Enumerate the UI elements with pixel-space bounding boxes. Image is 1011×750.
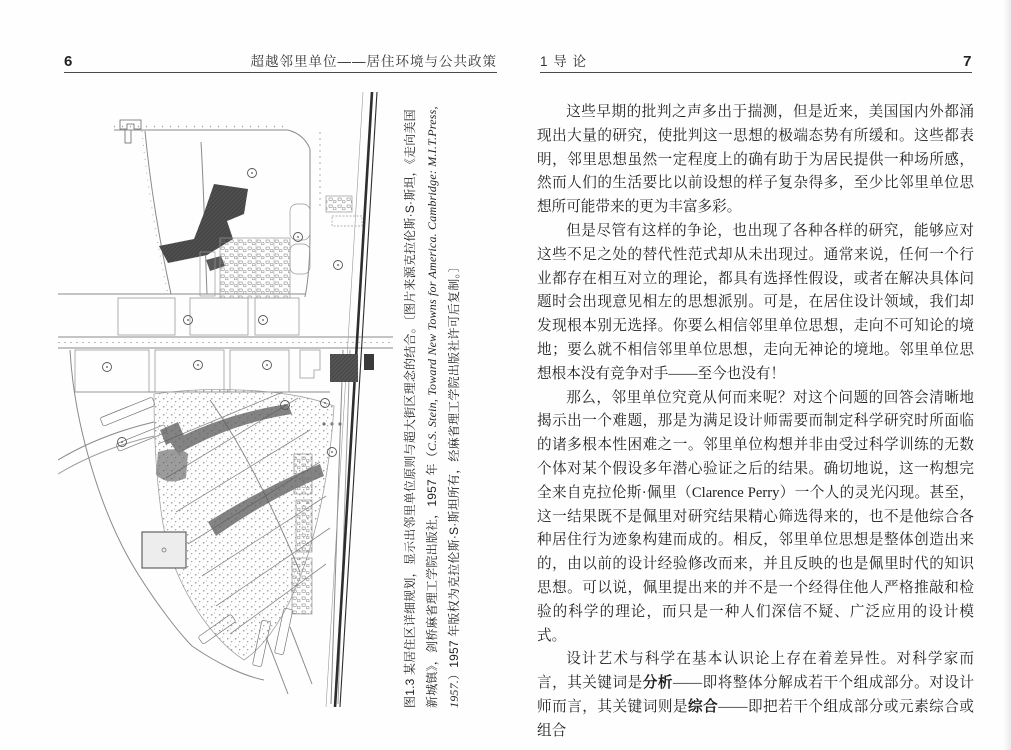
body-paragraph: 这些早期的批判之声多出于揣测，但是近来，美国国内外都涌现出大量的研究，使批判这一思想的极端态势有所缓和。这些都表明，邻里思想虽然一定程度上的确有助于为居民提供一种场所感，然而人们的生活要比以前设想的样子复杂得多，至少比邻里单位思想所可能带来的更为丰富多彩。: [537, 104, 974, 216]
body-paragraph: 那么，邻里单位究竟从何而来呢？对这个问题的回答会清晰地揭示出一个难题，那是为满足设计师需要而制定科学研究时所面临的诸多根本性困难之一。邻里单位构想并非由受过科学训练的无数个体对某个假设多年潜心验证之后的结果。确切地说，这一构想完全来自克拉伦斯·佩里（Clarence Perry）一个人的灵光闪现。甚至，这一结果既不是佩里对研究结果精心筛选得来的，也不是他综合各种居住行为迹象构建而成的。相反，邻里单位思想是整体创造出来的，由以前的设计经验修改而来，并且反映的也是佩里时代的知识思想。可以说，佩里提出来的并不是一个经得住他人严格推敲和检验的科学的理论，而只是一种人们深信不疑、广泛应用的设计模式。: [537, 389, 974, 644]
right-page-number: 7: [963, 53, 972, 70]
scan-edge-shadow: [1003, 0, 1011, 750]
subdivision: [142, 390, 334, 667]
left-page-header: [64, 48, 497, 74]
right-page-header: [540, 48, 972, 74]
keyword-analysis: 分析: [642, 675, 673, 692]
left-running-title: 超越邻里单位——居住环境与公共政策: [250, 54, 497, 69]
paragraph-segment: 设计艺术与科学在基本认识论上存在着差异性。对科学家而言，其关键词是: [537, 651, 974, 692]
figure-caption: [399, 98, 465, 708]
body-paragraph: [537, 648, 974, 743]
site-plan-figure: [58, 92, 393, 707]
keyword-synthesis: 综合: [688, 698, 719, 715]
figure-caption-citation: C.S. Stein, Toward New Towns for America. Cambridge: M.I.T.Press, 1957.: [425, 106, 461, 708]
left-header-rule: [64, 72, 497, 73]
paragraph-segment: ——即把若干个组成部分或元素综合或组合: [537, 698, 974, 739]
figure-caption-credit: ）1957 年版权为克拉伦斯·S·斯坦所有，经麻省理工学院出版社许可后复制。〕: [447, 260, 461, 680]
body-paragraph: 但是尽管有这样的争论，也出现了各种各样的研究，能够应对这些不足之处的替代性范式却从未出现过。通常来说，任何一个行业都存在相互对立的理论，都具有选择性假设，或者在解决具体问题时会出现意见相左的思想派别。可是，在居住设计领域，我们却发现根本别无选择。你要么相信邻里单位思想，走向不可知论的境地；要么就不相信邻里单位思想，走向无神论的境地。邻里单位思想根本没有竞争对手——至今也没有！: [537, 222, 974, 382]
left-page-number: 6: [64, 53, 73, 70]
figure-caption-text: 图1.3 某居住区详细规划，显示出邻里单位原则与超大街区理念的结合。〔图片来源克拉伦斯·S·斯坦，《走向美国新城镇》，剑桥麻省理工学院出版社，1957 年（: [403, 109, 439, 708]
body-text-column: [537, 101, 974, 744]
right-header-rule: [540, 72, 972, 73]
right-running-title: 1 导 论: [540, 54, 588, 69]
paragraph-segment: ——即将整体分解成若干个组成部分。对设计师而言，其关键词则是: [537, 675, 974, 715]
